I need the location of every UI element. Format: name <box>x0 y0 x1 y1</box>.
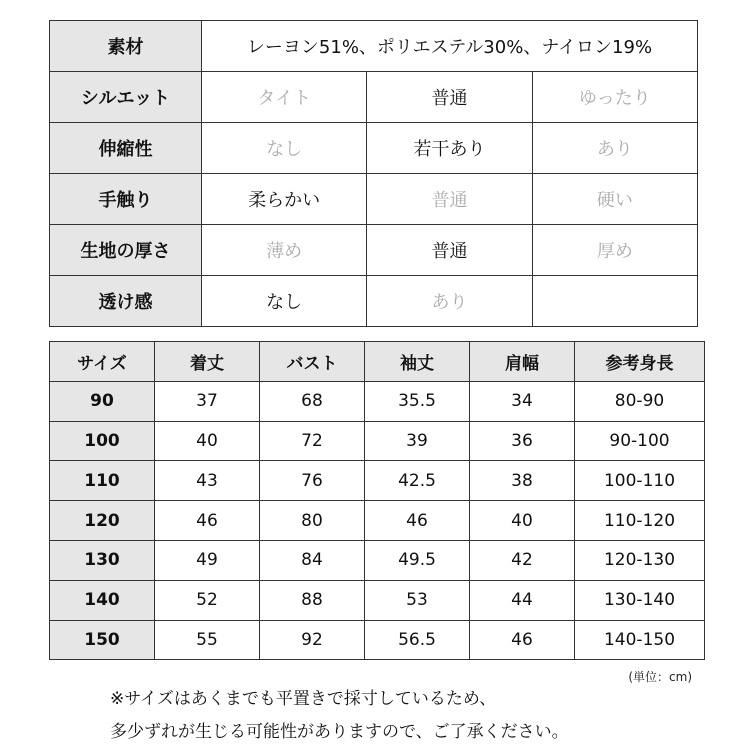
size-column-header: 袖丈 <box>365 342 470 382</box>
attribute-option: なし <box>202 123 367 174</box>
size-column-header: サイズ <box>50 342 155 382</box>
size-value-cell: 46 <box>365 501 470 541</box>
attribute-label: 伸縮性 <box>50 123 202 174</box>
size-column-header: 着丈 <box>155 342 260 382</box>
size-value-cell: 100-110 <box>575 461 705 501</box>
size-value-cell: 52 <box>155 580 260 620</box>
measurement-note-line-2: 多少ずれが生じる可能性がありますので、ご了承ください。 <box>110 722 569 742</box>
attribute-option: 薄め <box>202 225 367 276</box>
size-label-cell: 120 <box>50 501 155 541</box>
size-value-cell: 80 <box>260 501 365 541</box>
size-column-header: 参考身長 <box>575 342 705 382</box>
size-chart-body <box>50 381 705 660</box>
size-row <box>50 381 705 421</box>
size-value-cell: 80-90 <box>575 381 705 421</box>
size-value-cell: 140-150 <box>575 620 705 660</box>
material-row <box>50 21 698 72</box>
attribute-row <box>50 123 698 174</box>
size-chart-header <box>50 342 705 382</box>
size-value-cell: 42.5 <box>365 461 470 501</box>
attribute-option-selected: 普通 <box>367 225 532 276</box>
attribute-option: あり <box>532 123 697 174</box>
attribute-option: 普通 <box>367 174 532 225</box>
size-value-cell: 34 <box>470 381 575 421</box>
size-value-cell: 110-120 <box>575 501 705 541</box>
product-attributes-table <box>49 20 698 327</box>
size-label-cell: 150 <box>50 620 155 660</box>
size-value-cell: 56.5 <box>365 620 470 660</box>
size-value-cell: 39 <box>365 421 470 461</box>
attribute-label: 手触り <box>50 174 202 225</box>
size-value-cell: 43 <box>155 461 260 501</box>
attribute-option: あり <box>367 276 532 327</box>
size-label-cell: 130 <box>50 540 155 580</box>
attribute-label: シルエット <box>50 72 202 123</box>
size-value-cell: 37 <box>155 381 260 421</box>
size-value-cell: 120-130 <box>575 540 705 580</box>
size-value-cell: 40 <box>155 421 260 461</box>
size-row <box>50 580 705 620</box>
attribute-option: ゆったり <box>532 72 697 123</box>
size-value-cell: 76 <box>260 461 365 501</box>
attribute-option-selected: 柔らかい <box>202 174 367 225</box>
attribute-row <box>50 276 698 327</box>
size-value-cell: 90-100 <box>575 421 705 461</box>
size-value-cell: 42 <box>470 540 575 580</box>
size-row <box>50 540 705 580</box>
size-row <box>50 461 705 501</box>
unit-note: (単位：cm) <box>628 670 692 684</box>
attribute-option: 硬い <box>532 174 697 225</box>
size-value-cell: 46 <box>470 620 575 660</box>
attribute-option: 厚め <box>532 225 697 276</box>
size-value-cell: 84 <box>260 540 365 580</box>
size-chart-header-row <box>50 342 705 382</box>
size-value-cell: 36 <box>470 421 575 461</box>
size-value-cell: 53 <box>365 580 470 620</box>
measurement-note-line-1: ※サイズはあくまでも平置きで採寸しているため、 <box>110 689 497 709</box>
attribute-option-selected: 若干あり <box>367 123 532 174</box>
size-value-cell: 49 <box>155 540 260 580</box>
size-value-cell: 40 <box>470 501 575 541</box>
size-value-cell: 72 <box>260 421 365 461</box>
size-label-cell: 100 <box>50 421 155 461</box>
size-row <box>50 620 705 660</box>
size-column-header: 肩幅 <box>470 342 575 382</box>
size-value-cell: 38 <box>470 461 575 501</box>
material-value: レーヨン51%、ポリエステル30%、ナイロン19% <box>202 21 698 72</box>
attribute-option: タイト <box>202 72 367 123</box>
attributes-body <box>50 21 698 327</box>
size-value-cell: 55 <box>155 620 260 660</box>
attribute-label: 透け感 <box>50 276 202 327</box>
size-value-cell: 130-140 <box>575 580 705 620</box>
size-value-cell: 49.5 <box>365 540 470 580</box>
size-label-cell: 90 <box>50 381 155 421</box>
size-value-cell: 88 <box>260 580 365 620</box>
size-chart-table <box>49 341 705 660</box>
material-label: 素材 <box>50 21 202 72</box>
attribute-row <box>50 72 698 123</box>
attribute-row <box>50 174 698 225</box>
size-value-cell: 92 <box>260 620 365 660</box>
size-value-cell: 46 <box>155 501 260 541</box>
size-row <box>50 501 705 541</box>
attribute-row <box>50 225 698 276</box>
attribute-label: 生地の厚さ <box>50 225 202 276</box>
size-label-cell: 140 <box>50 580 155 620</box>
size-column-header: バスト <box>260 342 365 382</box>
attribute-option <box>532 276 697 327</box>
attribute-option-selected: 普通 <box>367 72 532 123</box>
size-value-cell: 68 <box>260 381 365 421</box>
size-label-cell: 110 <box>50 461 155 501</box>
size-value-cell: 44 <box>470 580 575 620</box>
size-row <box>50 421 705 461</box>
attribute-option-selected: なし <box>202 276 367 327</box>
size-value-cell: 35.5 <box>365 381 470 421</box>
